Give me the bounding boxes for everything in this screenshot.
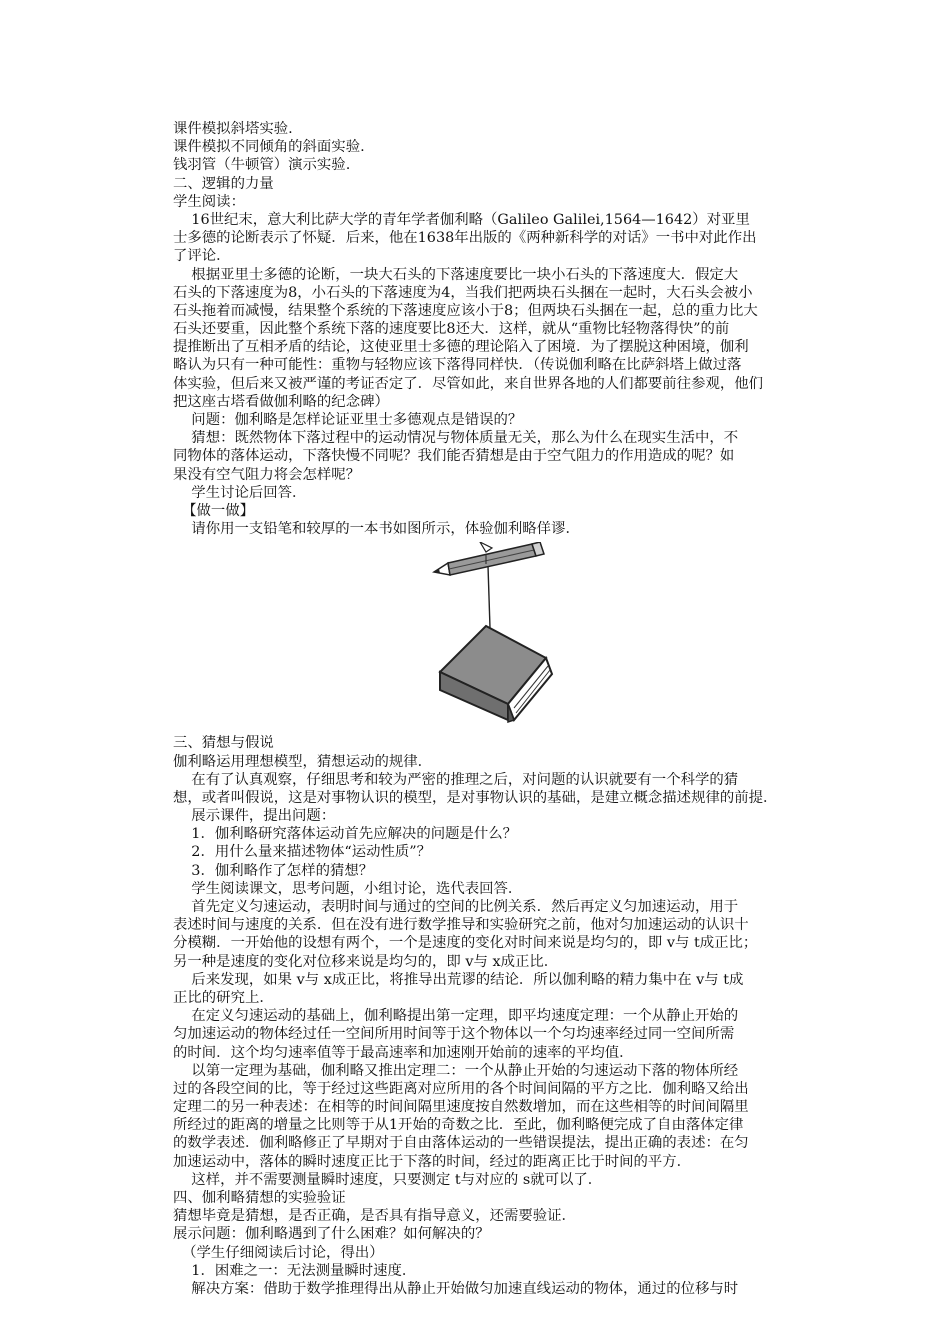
text-line: 3．伽利略作了怎样的猜想？ xyxy=(173,862,374,879)
text-line: 的数学表述．伽利略修正了早期对于自由落体运动的一些错误提法，提出正确的表述：在匀 xyxy=(173,1135,749,1152)
text-line: 首先定义匀速运动，表明时间与通过的空间的比例关系．然后再定义匀加速运动，用于 xyxy=(173,899,739,915)
text-line: 猜想毕竟是猜想，是否正确，是否具有指导意义，还需要验证． xyxy=(173,1208,576,1225)
text-line: 略认为只有一种可能性：重物与轻物应该下落得同样快．（传说伽利略在比萨斜塔上做过落 xyxy=(173,357,742,374)
section-one xyxy=(173,120,823,538)
text-line: 把这座古塔看做伽利略的纪念碑） xyxy=(173,393,389,410)
text-line: 展示课件，提出问题： xyxy=(173,808,336,825)
section-two xyxy=(173,734,823,1298)
text-line: 石头的下落速度为8，小石头的下落速度为4，当我们把两块石头捆在一起时，大石头会被小 xyxy=(173,284,753,301)
text-line: 钱羽管（牛顿管）演示实验. xyxy=(173,157,351,174)
text-line: 在有了认真观察，仔细思考和较为严密的推理之后，对问题的认识就要有一个科学的猜 xyxy=(173,771,739,788)
text-line: 1．困难之一：无法测量瞬时速度． xyxy=(173,1262,417,1279)
text-line: 定理二的另一种表述：在相等的时间间隔里速度按自然数增加，而在这些相等的时间间隔里 xyxy=(173,1099,749,1116)
text-line: 石头还要重，因此整个系统下落的速度要比8还大．这样，就从“重物比轻物落得快”的前 xyxy=(173,321,730,338)
text-line: 展示问题：伽利略遇到了什么困难？如何解决的？ xyxy=(173,1226,490,1243)
text-line: 1．伽利略研究落体运动首先应解决的问题是什么？ xyxy=(173,826,518,843)
text-line: 同物体的落体运动，下落快慢不同呢？我们能否猜想是由于空气阻力的作用造成的呢？如 xyxy=(173,448,735,465)
text-line: 所经过的距离的增量之比则等于从1开始的奇数之比．至此，伽利略便完成了自由落体定律 xyxy=(173,1117,744,1134)
text-line: 伽利略运用理想模型，猜想运动的规律． xyxy=(173,753,433,770)
text-line: 果没有空气阻力将会怎样呢？ xyxy=(173,466,361,483)
text-line: 学生讨论后回答． xyxy=(173,484,307,501)
text-line: 后来发现，如果 v与 x成正比，将推导出荒谬的结论．所以伽利略的精力集中在 v与 t成 xyxy=(173,971,744,988)
text-line: 请你用一支铅笔和较厚的一本书如图所示，体验伽利略佯谬． xyxy=(173,521,580,538)
text-line: 士多德的论断表示了怀疑．后来，他在1638年出版的《两种新科学的对话》一书中对此作出 xyxy=(173,230,757,247)
pencil-book-illustration xyxy=(428,542,558,732)
text-line: 以第一定理为基础，伽利略又推出定理二：一个从静止开始的匀速运动下落的物体所经 xyxy=(173,1062,739,1079)
text-line: 加速运动中，落体的瞬时速度正比于下落的时间，经过的距离正比于时间的平方． xyxy=(173,1153,692,1170)
book-icon xyxy=(440,626,552,722)
text-line: 另一种是速度的变化对位移来说是均匀的，即 v与 x成正比． xyxy=(173,953,559,970)
text-line: 这样，并不需要测量瞬时速度，只要测定 t与对应的 s就可以了． xyxy=(173,1171,603,1188)
text-line: 的时间．这个均匀速率值等于最高速率和加速刚开始前的速率的平均值． xyxy=(173,1044,634,1061)
pencil-icon xyxy=(434,542,544,575)
text-line: 在定义匀速运动的基础上，伽利略提出第一定理，即平均速度定理：一个从静止开始的 xyxy=(173,1008,739,1025)
text-line: 16世纪末，意大利比萨大学的青年学者伽利略（Galileo Galilei,1564—1642）对亚里 xyxy=(173,211,750,228)
text-line: 了评论． xyxy=(173,248,231,265)
document-body xyxy=(173,120,823,1298)
text-line: 表述时间与速度的关系．但在没有进行数学推导和实验研究之前，他对匀加速运动的认识十 xyxy=(173,917,749,934)
text-line: 想，或者叫假说，这是对事物认识的模型，是对事物认识的基础，是建立概念描述规律的前提． xyxy=(173,789,778,806)
text-line: 猜想：既然物体下落过程中的运动情况与物体质量无关，那么为什么在现实生活中，不 xyxy=(173,430,739,447)
pencil-book-figure xyxy=(173,542,823,734)
text-line: 提推断出了互相矛盾的结论，这使亚里士多德的理论陷入了困境．为了摆脱这种困境，伽利 xyxy=(173,339,749,356)
text-line: 解决方案：借助于数学推理得出从静止开始做匀加速直线运动的物体，通过的位移与时 xyxy=(173,1280,739,1297)
text-line: 问题：伽利略是怎样论证亚里士多德观点是错误的？ xyxy=(173,412,523,428)
text-line: 课件模拟不同倾角的斜面实验. xyxy=(173,139,365,156)
text-line: 2．用什么量来描述物体“运动性质”？ xyxy=(173,844,432,861)
heading-logic: 二、逻辑的力量 xyxy=(173,175,274,192)
text-line: （学生仔细阅读后讨论，得出） xyxy=(173,1244,384,1261)
text-line: 根据亚里士多德的论断，一块大石头的下落速度要比一块小石头的下落速度大．假定大 xyxy=(173,266,739,283)
text-line: 体实验，但后来又被严谨的考证否定了．尽管如此，来自世界各地的人们都要前往参观，他们 xyxy=(173,375,764,392)
text-line: 学生阅读课文，思考问题，小组讨论，选代表回答． xyxy=(173,880,523,897)
heading-do-it: 【做一做】 xyxy=(173,502,255,519)
text-line: 石头拖着而减慢，结果整个系统的下落速度应该小于8；但两块石头捆在一起，总的重力比大 xyxy=(173,302,758,319)
heading-verify: 四、伽利略猜想的实验验证 xyxy=(173,1190,346,1206)
text-line: 分模糊．一开始他的设想有两个，一个是速度的变化对时间来说是均匀的，即 v与 t成正比； xyxy=(173,935,758,952)
text-line: 课件模拟斜塔实验. xyxy=(173,121,293,137)
text-line: 学生阅读： xyxy=(173,193,245,210)
text-line: 正比的研究上． xyxy=(173,989,274,1006)
heading-guess: 三、猜想与假说 xyxy=(173,735,274,752)
string-line xyxy=(488,566,490,628)
text-line: 匀加速运动的物体经过任一空间所用时间等于这个物体以一个匀均速率经过同一空间所需 xyxy=(173,1026,735,1043)
text-line: 过的各段空间的比，等于经过这些距离对应所用的各个时间间隔的平方之比．伽利略又给出 xyxy=(173,1080,749,1097)
